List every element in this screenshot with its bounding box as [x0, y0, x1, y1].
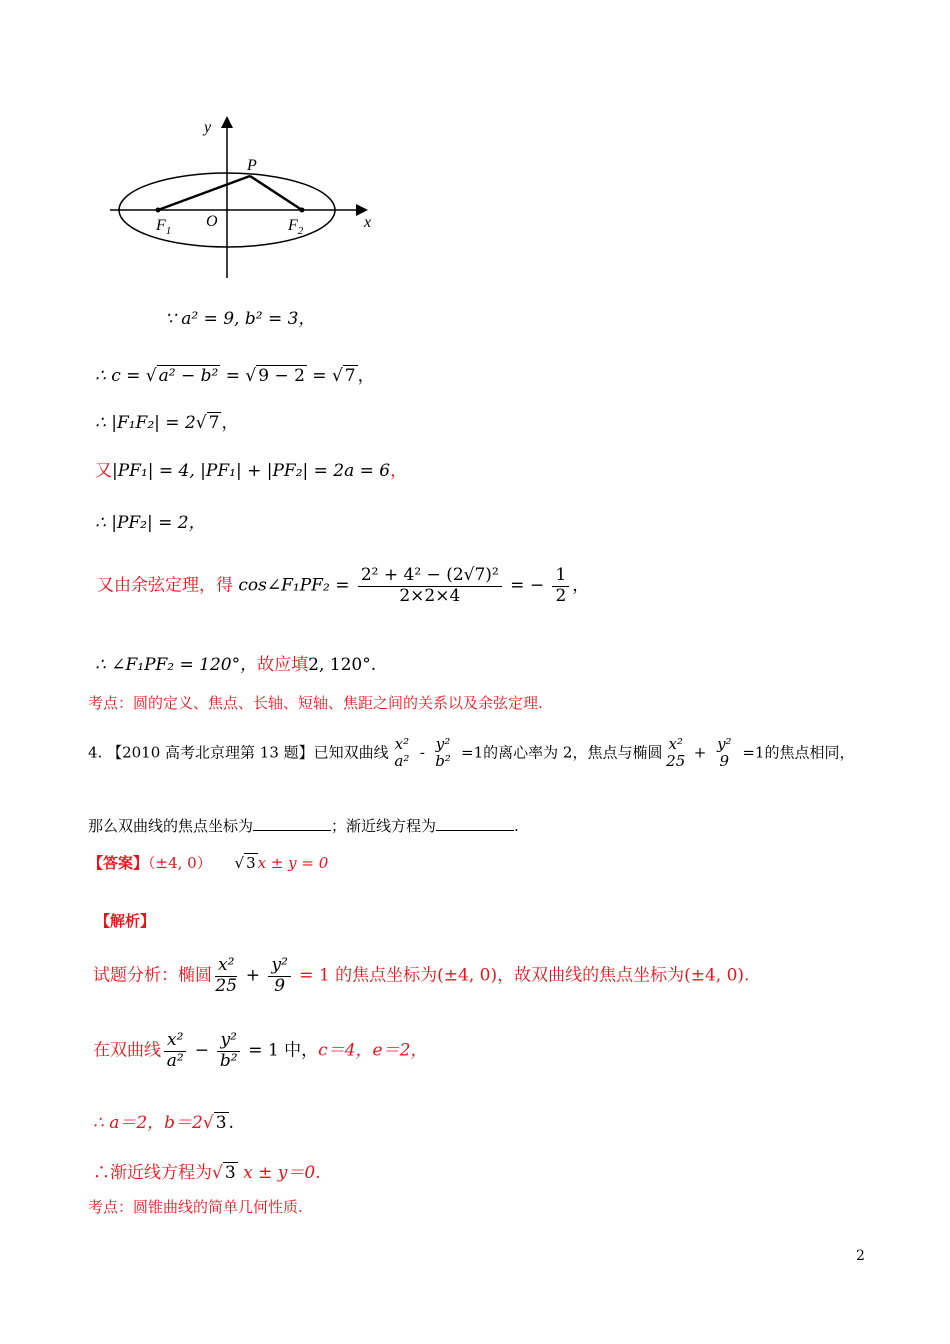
- line-c-value: ∴ c = √ a² − b² = √ 9 − 2 = √ 7 ，: [95, 366, 375, 386]
- focus1-dot: [156, 208, 161, 213]
- origin-label: O: [206, 213, 218, 230]
- ellipse-figure: [100, 110, 390, 285]
- x-axis-label: x: [364, 214, 372, 231]
- focus2-label: $F_2$: [288, 217, 304, 237]
- analysis-label: 【解析】: [95, 912, 156, 930]
- kaodian-1: 考点：圆的定义、焦点、长轴、短轴、焦距之间的关系以及余弦定理.: [88, 694, 543, 712]
- focus2-dot: [300, 208, 305, 213]
- line-given-ab: ∵ a² = 9, b² = 3，: [165, 309, 316, 329]
- analysis-line-4: ∴渐近线方程为√ 3 x ± y＝0.: [93, 1163, 321, 1183]
- analysis-line-2: 在双曲线 $\frac{\text{x²}}{\text{a²}}$ − $\frac{\text{y²}}{\text{b²}}$ = 1 中，c＝4，e＝2，: [93, 1030, 428, 1071]
- analysis-line-3: ∴ a＝2，b＝2√ 3 .: [93, 1113, 234, 1133]
- line-angle: ∴ ∠F₁PF₂ = 120°，故应填2, 120°.: [95, 655, 377, 675]
- point-p-label: P: [247, 157, 257, 174]
- segment-pf1: [158, 176, 250, 210]
- analysis-line-1: 试题分析：椭圆 $\frac{\text{x²}}{25}$ + $\frac{\text{y²}}{9}$ = 1 的焦点坐标为(±4, 0)，故双曲线的焦点坐标为(±4, 0).: [93, 955, 750, 996]
- kaodian-2: 考点：圆锥曲线的简单几何性质.: [88, 1198, 303, 1216]
- focus1-label: $F_1$: [156, 217, 172, 237]
- question-4: 4. 【2010 高考北京理第 13 题】已知双曲线 x² a² - y² b² =1的离心率为 2，焦点与椭圆 x² 25 + y² 9 =1的焦点相同，: [88, 735, 855, 771]
- y-axis-label: y: [204, 119, 212, 136]
- question-4-line2: 那么双曲线的焦点坐标为 ；渐近线方程为 .: [88, 817, 519, 835]
- page-number: 2: [856, 1248, 865, 1264]
- answer-line: 【答案】（±4, 0） √ 3 x ± y = 0: [88, 854, 329, 872]
- line-pf2: ∴ |PF₂| = 2，: [95, 513, 206, 533]
- line-pf1: 又|PF₁| = 4, |PF₁| + |PF₂| = 2a = 6，: [95, 461, 408, 481]
- asymptote-blank: [436, 816, 514, 831]
- focus-blank: [253, 816, 331, 831]
- line-cosine-law: 又由余弦定理，得 cos∠F₁PF₂ = $\frac{\text{2² + 4² − (2√7)²}}{2\times 2\times 4}$ = − $\frac{1}{2}$ ，: [97, 565, 590, 606]
- line-f1f2: ∴ |F₁F₂| = 2√ 7 ，: [95, 413, 239, 433]
